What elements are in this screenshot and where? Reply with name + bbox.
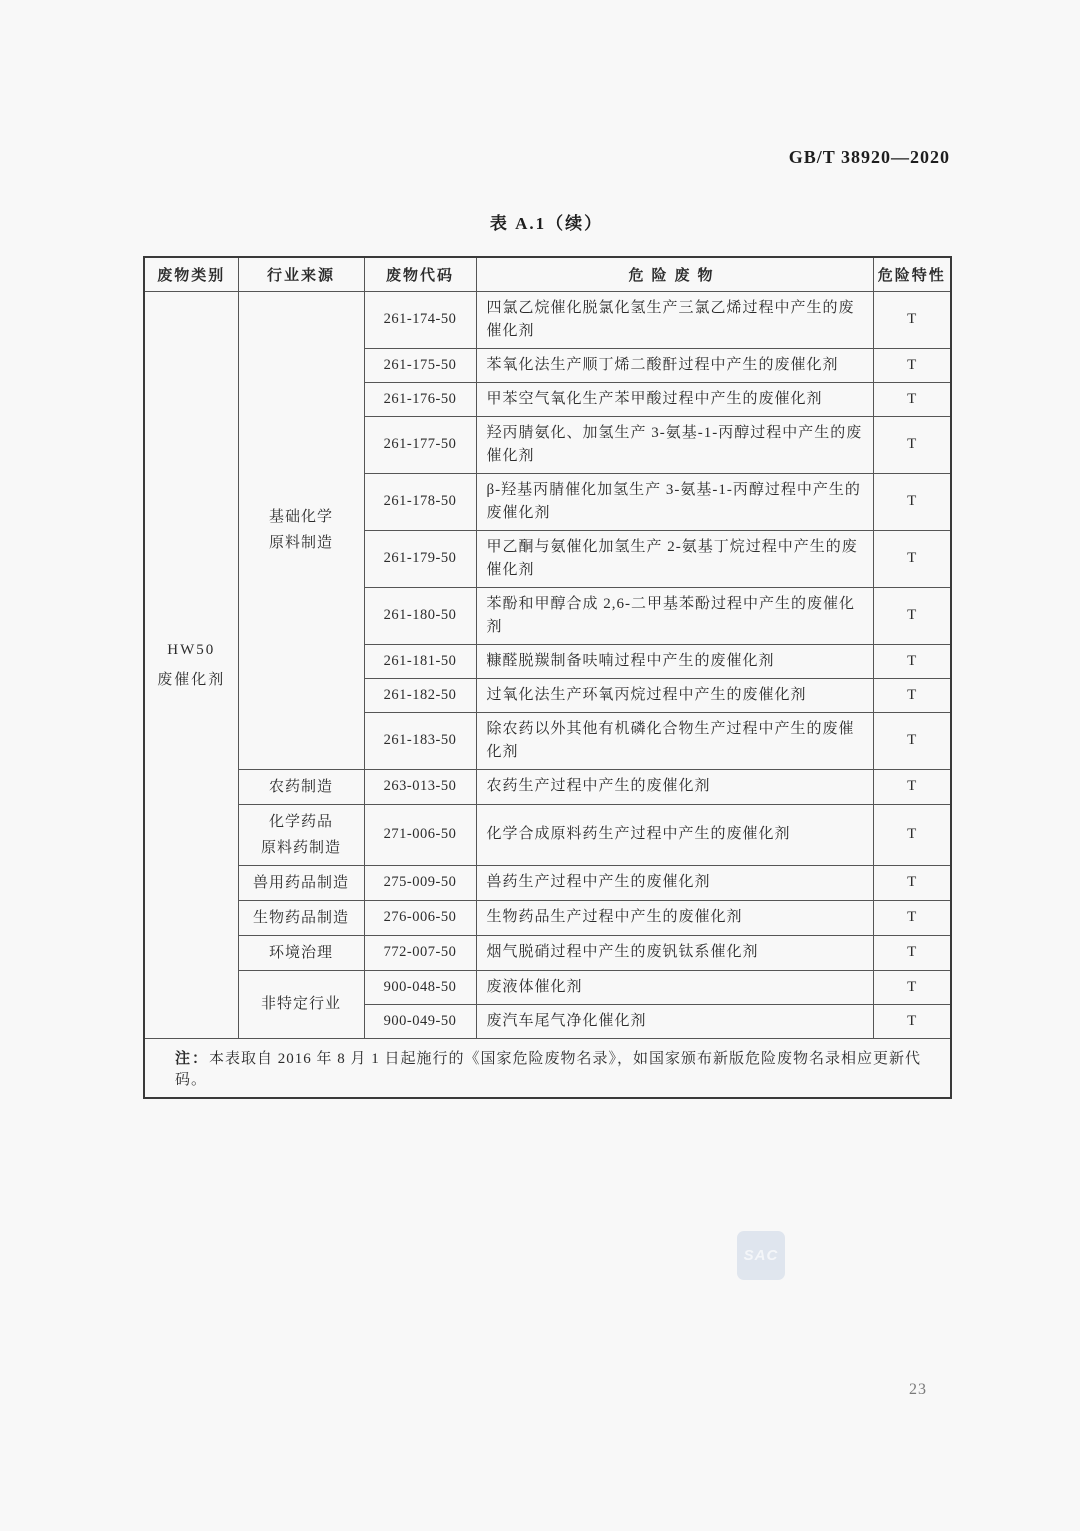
- waste-code-cell: 261-182-50: [364, 678, 476, 712]
- industry-source-cell: 基础化学 原料制造: [238, 291, 364, 769]
- header-hazard-trait: 危险特性: [873, 257, 951, 291]
- waste-code-cell: 271-006-50: [364, 804, 476, 865]
- hazardous-waste-cell: β-羟基丙腈催化加氢生产 3-氨基-1-丙醇过程中产生的废催化剂: [476, 473, 873, 530]
- note-row: [144, 1038, 951, 1098]
- waste-code-cell: 261-177-50: [364, 416, 476, 473]
- header-industry-source: 行业来源: [238, 257, 364, 291]
- hazardous-waste-cell: 糠醛脱羰制备呋喃过程中产生的废催化剂: [476, 644, 873, 678]
- hazardous-waste-cell: 除农药以外其他有机磷化合物生产过程中产生的废催化剂: [476, 712, 873, 769]
- hazardous-waste-cell: 苯氧化法生产顺丁烯二酸酐过程中产生的废催化剂: [476, 348, 873, 382]
- waste-table-body: [144, 291, 951, 1038]
- waste-code-cell: 772-007-50: [364, 935, 476, 970]
- header-hazardous-waste: 危险废物: [476, 257, 873, 291]
- industry-source-cell: 环境治理: [238, 935, 364, 970]
- hazard-trait-cell: T: [873, 382, 951, 416]
- hazardous-waste-cell: 兽药生产过程中产生的废催化剂: [476, 865, 873, 900]
- page-number: 23: [909, 1381, 927, 1398]
- waste-table: [143, 256, 952, 1099]
- hazardous-waste-cell: 甲苯空气氧化生产苯甲酸过程中产生的废催化剂: [476, 382, 873, 416]
- waste-code-cell: 275-009-50: [364, 865, 476, 900]
- hazardous-waste-cell: 甲乙酮与氨催化加氢生产 2-氨基丁烷过程中产生的废催化剂: [476, 530, 873, 587]
- table-row: [144, 865, 951, 900]
- note-text: 本表取自 2016 年 8 月 1 日起施行的《国家危险废物名录》，如国家颁布新版危险废物名录相应更新代码。: [175, 1050, 922, 1088]
- hazard-trait-cell: T: [873, 678, 951, 712]
- waste-code-cell: 261-175-50: [364, 348, 476, 382]
- hazard-trait-cell: T: [873, 587, 951, 644]
- hazard-trait-cell: T: [873, 900, 951, 935]
- table-row: [144, 900, 951, 935]
- hazard-trait-cell: T: [873, 473, 951, 530]
- hazardous-waste-cell: 废液体催化剂: [476, 970, 873, 1004]
- sac-watermark: [737, 1231, 785, 1280]
- hazard-trait-cell: T: [873, 416, 951, 473]
- hazardous-waste-cell: 生物药品生产过程中产生的废催化剂: [476, 900, 873, 935]
- hazard-trait-cell: T: [873, 804, 951, 865]
- hazardous-waste-cell: 四氯乙烷催化脱氯化氢生产三氯乙烯过程中产生的废催化剂: [476, 291, 873, 348]
- hazardous-waste-cell: 废汽车尾气净化催化剂: [476, 1004, 873, 1038]
- waste-code-cell: 261-176-50: [364, 382, 476, 416]
- hazard-trait-cell: T: [873, 865, 951, 900]
- industry-source-cell: 生物药品制造: [238, 900, 364, 935]
- hazard-trait-cell: T: [873, 970, 951, 1004]
- sac-watermark-text: SAC: [743, 1247, 779, 1264]
- industry-source-cell: 非特定行业: [238, 970, 364, 1038]
- table-row: [144, 804, 951, 865]
- hazardous-waste-cell: 苯酚和甲醇合成 2,6-二甲基苯酚过程中产生的废催化剂: [476, 587, 873, 644]
- table-row: [144, 970, 951, 1004]
- industry-source-cell: 兽用药品制造: [238, 865, 364, 900]
- waste-category-cell: HW50 废催化剂: [144, 291, 238, 1038]
- hazard-trait-cell: T: [873, 644, 951, 678]
- hazardous-waste-cell: 化学合成原料药生产过程中产生的废催化剂: [476, 804, 873, 865]
- standard-number: GB/T 38920—2020: [788, 147, 950, 167]
- waste-code-cell: 900-049-50: [364, 1004, 476, 1038]
- hazardous-waste-cell: 烟气脱硝过程中产生的废钒钛系催化剂: [476, 935, 873, 970]
- hazardous-waste-cell: 过氧化法生产环氧丙烷过程中产生的废催化剂: [476, 678, 873, 712]
- table-row: [144, 291, 951, 348]
- header-waste-code: 废物代码: [364, 257, 476, 291]
- table-header-row: [144, 257, 951, 291]
- hazard-trait-cell: T: [873, 1004, 951, 1038]
- industry-source-cell: 农药制造: [238, 769, 364, 804]
- waste-code-cell: 900-048-50: [364, 970, 476, 1004]
- hazard-trait-cell: T: [873, 769, 951, 804]
- hazard-trait-cell: T: [873, 291, 951, 348]
- table-row: [144, 769, 951, 804]
- table-title: 表 A.1（续）: [489, 214, 604, 233]
- note-label: 注：: [175, 1050, 210, 1067]
- industry-source-cell: 化学药品 原料药制造: [238, 804, 364, 865]
- hazard-trait-cell: T: [873, 348, 951, 382]
- hazardous-waste-cell: 农药生产过程中产生的废催化剂: [476, 769, 873, 804]
- waste-code-cell: 261-174-50: [364, 291, 476, 348]
- waste-code-cell: 263-013-50: [364, 769, 476, 804]
- table-note: [144, 1038, 951, 1098]
- waste-code-cell: 261-178-50: [364, 473, 476, 530]
- header-waste-category: 废物类别: [144, 257, 238, 291]
- waste-code-cell: 261-179-50: [364, 530, 476, 587]
- waste-code-cell: 261-181-50: [364, 644, 476, 678]
- waste-code-cell: 261-183-50: [364, 712, 476, 769]
- hazard-trait-cell: T: [873, 712, 951, 769]
- waste-code-cell: 261-180-50: [364, 587, 476, 644]
- hazard-trait-cell: T: [873, 935, 951, 970]
- hazard-trait-cell: T: [873, 530, 951, 587]
- hazardous-waste-cell: 羟丙腈氨化、加氢生产 3-氨基-1-丙醇过程中产生的废催化剂: [476, 416, 873, 473]
- waste-code-cell: 276-006-50: [364, 900, 476, 935]
- table-row: [144, 935, 951, 970]
